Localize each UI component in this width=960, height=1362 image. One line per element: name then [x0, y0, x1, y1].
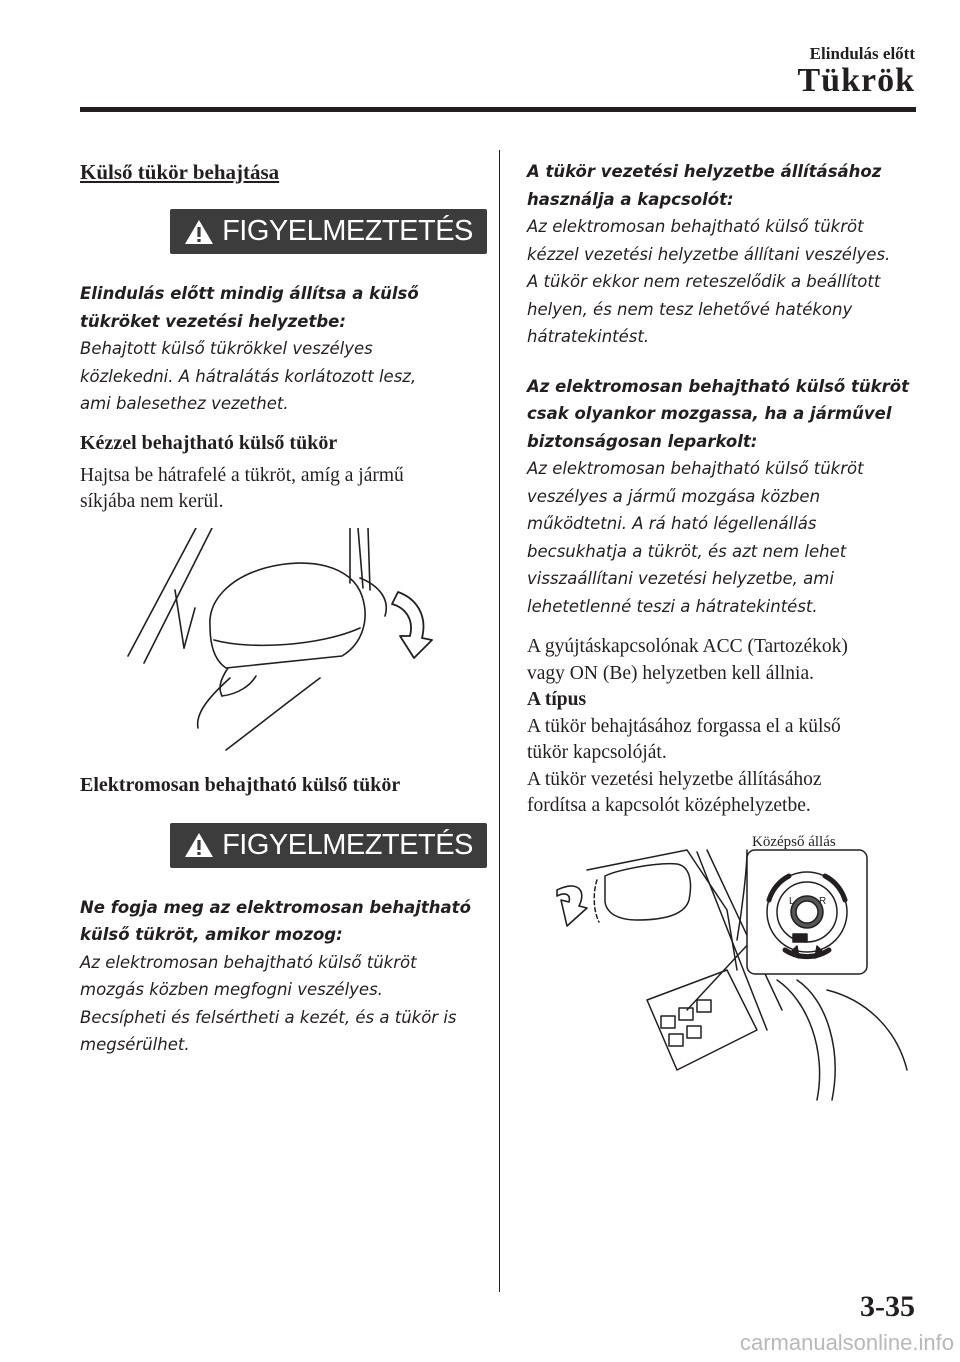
warning-banner	[170, 209, 487, 254]
warning-icon	[184, 219, 214, 245]
column-divider	[499, 150, 500, 1292]
right-column	[527, 150, 917, 1110]
warning-label: FIGYELMEZTETÉS	[222, 215, 473, 247]
mirror-switch-figure	[527, 830, 917, 1110]
warning-icon	[184, 832, 214, 858]
knob-right-label: R	[819, 895, 827, 907]
watermark: carmanualsonline.info	[739, 1330, 954, 1355]
paragraph: A gyújtáskapcsolónak ACC (Tartozékok) vagy ON (Be) helyzetben kell állnia. A típus A tükör behajtásához forgassa el a külső tükör kapcsolóját. A tükör vezetési helyzetbe állításához fordítsa a kapcsolót középhelyzetbe.	[527, 636, 848, 816]
warning-text: Ne fogja meg az elektromosan behajtható külső tükröt, amikor mozog: Az elektromosan behajtható külső tükröt mozgás közben megfogni veszélyes. Becsípheti és felsértheti a kezét, és a tükör is megsérülhet.	[80, 897, 471, 1054]
header-rule	[80, 107, 916, 112]
subsection-heading: Kézzel behajtható külső tükör	[80, 431, 338, 454]
chapter-title: Elindulás előtt	[809, 44, 915, 63]
warning-text: Az elektromosan behajtható külső tükröt csak olyankor mozgassa, ha a járművel biztonságosan leparkolt: Az elektromosan behajtható külső tükröt veszélyes a jármű mozgása közben működtetni. A rá ható légellenállás becsukhatja a tükröt, és azt nem lehet visszaállítani vezetési helyzetbe, ami lehetetlenné teszi a hátratekintést.	[527, 376, 909, 616]
warning-text: A tükör vezetési helyzetbe állításához használja a kapcsolót: Az elektromosan behajtható külső tükröt kézzel vezetési helyzetbe állítani veszélyes. A tükör ekkor nem reteszelődik a beállított helyen, és nem tesz lehetővé hatékony hátratekintést.	[527, 162, 891, 346]
subsection-heading: Elektromosan behajtható külső tükör	[80, 773, 401, 796]
warning-text: Elindulás előtt mindig állítsa a külső tükröket vezetési helyzetbe: Behajtott külső tükrökkel veszélyes közlekedni. A hátralátás korlátozott lesz, ami balesethez vezethet.	[80, 284, 419, 413]
section-title: Tükrök	[797, 62, 915, 99]
manual-mirror-figure	[80, 528, 480, 758]
knob-left-label: L	[789, 895, 795, 907]
figure-callout: Középső állás	[752, 833, 836, 850]
page-number: 3-35	[860, 1290, 915, 1323]
left-column	[80, 150, 478, 1059]
section-heading: Külső tükör behajtása	[80, 160, 280, 184]
warning-banner	[170, 823, 487, 868]
warning-label: FIGYELMEZTETÉS	[222, 828, 473, 861]
paragraph: Hajtsa be hátrafelé a tükröt, amíg a jármű síkjába nem kerül.	[80, 464, 404, 512]
